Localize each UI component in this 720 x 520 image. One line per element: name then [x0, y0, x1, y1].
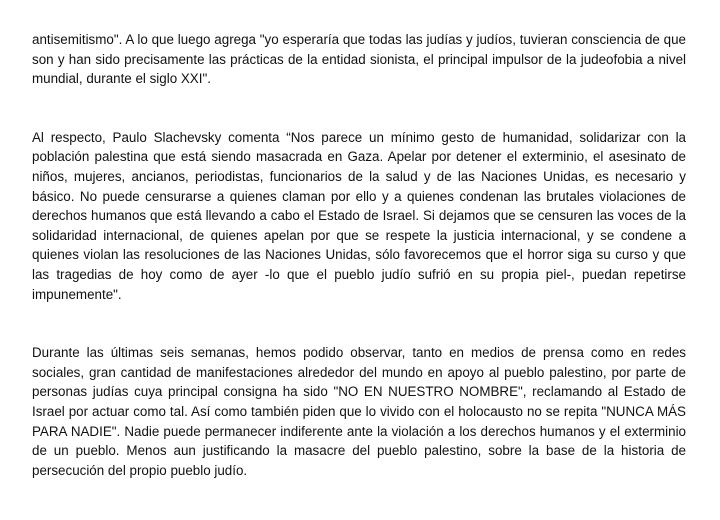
document-body — [32, 30, 686, 480]
paragraph-slachevsky-comment: Al respecto, Paulo Slachevsky comenta “Nos parece un mínimo gesto de humanidad, solidarizar con la población palestina que está siendo masacrada en Gaza. Apelar por detener el exterminio, el asesinato de niños, mujeres, ancianos, periodistas, funcionarios de la salud y de las Naciones Unidas, es necesario y básico. No puede censurarse a quienes claman por ello y a quienes condenan las brutales violaciones de derechos humanos que está llevando a cabo el Estado de Israel. Si dejamos que se censuren las voces de la solidaridad internacional, de quienes apelan por que se respete la justicia internacional, y se condene a quienes violan las resoluciones de las Naciones Unidas, sólo favorecemos que el horror siga su curso y que las tragedias de hoy como de ayer -lo que el pueblo judío sufrió en su propia piel-, puedan repetirse impunemente". — [32, 129, 686, 302]
paragraph-quote-continuation: antisemitismo". A lo que luego agrega "yo esperaría que todas las judías y judíos, tuvieran consciencia de que son y han sido precisamente las prácticas de la entidad sionista, el principal impulsor de la judeofobia a nivel mundial, durante el siglo XXI". — [32, 32, 686, 87]
paragraph-last-six-weeks: Durante las últimas seis semanas, hemos podido observar, tanto en medios de prensa como en redes sociales, gran cantidad de manifestaciones alrededor del mundo en apoyo al pueblo palestino, por parte de personas judías cuya principal consigna ha sido "NO EN NUESTRO NOMBRE", reclamando al Estado de Israel por actuar como tal. Así como también piden que lo vivido con el holocausto no se repita "NUNCA MÁS PARA NADIE". Nadie puede permanecer indiferente ante la violación a los derechos humanos y el exterminio de un pueblo. Menos aun justificando la masacre del pueblo palestino, sobre la base de la historia de persecución del propio pueblo judío. — [32, 345, 686, 478]
